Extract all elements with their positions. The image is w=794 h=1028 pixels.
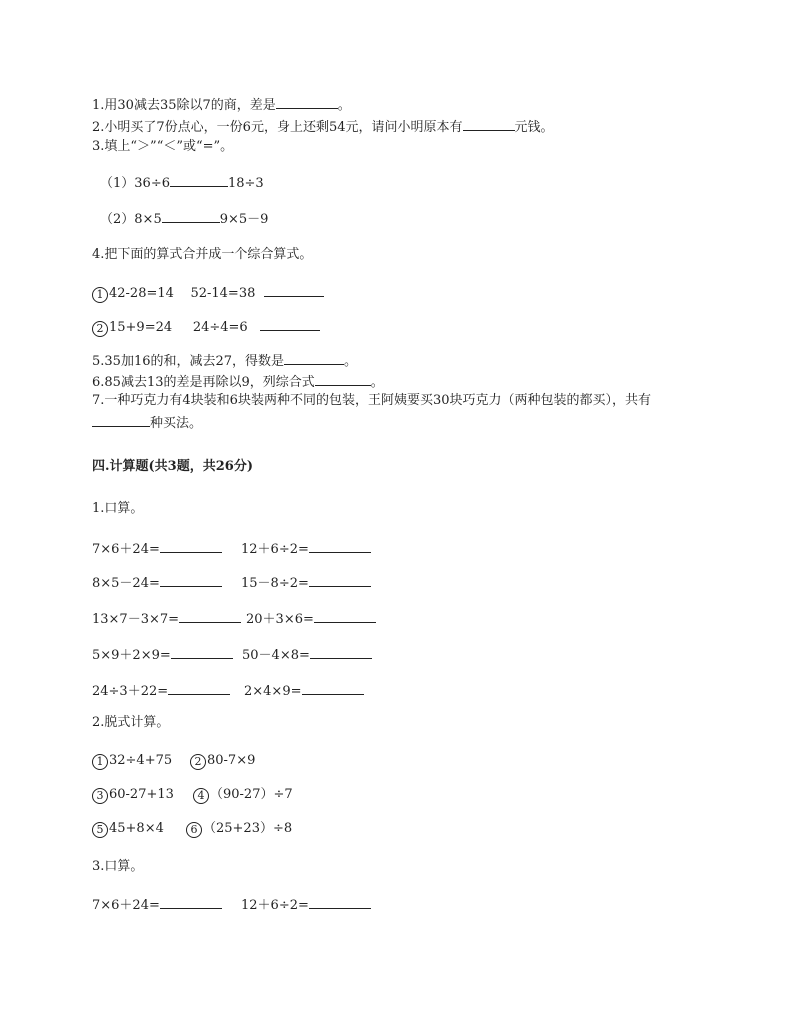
expression: 45+8×4: [109, 821, 164, 836]
answer-blank: [160, 572, 222, 587]
answer-blank: [463, 116, 515, 131]
answer-blank: [315, 371, 371, 386]
answer-blank: [160, 894, 222, 909]
expression: 7×6＋24=: [92, 542, 160, 557]
compare-left: 36÷6: [134, 176, 170, 191]
calc-row: [92, 894, 222, 915]
circled-number: 1: [92, 287, 108, 303]
sub-label: （1）: [100, 176, 135, 191]
step-calc-item: [92, 786, 174, 804]
answer-blank: [264, 282, 324, 297]
calc-row-right: [244, 680, 364, 701]
step-calc-item: [190, 752, 255, 770]
question-1: [92, 94, 351, 115]
calc-row: [92, 538, 222, 559]
answer-blank: [92, 412, 150, 427]
question-6-text: 6.85减去13的差是再除以9，列综合式: [92, 375, 315, 390]
expression: 20＋3×6=: [246, 612, 314, 627]
equation: 15+9=24: [109, 320, 173, 335]
calc-row-right: [242, 644, 372, 665]
calc-1-title: 1.口算。: [92, 501, 144, 516]
calc-row: [92, 608, 241, 629]
expression: 50－4×8=: [242, 648, 310, 663]
compare-right: 9×5－9: [219, 212, 269, 227]
equation: 42-28=14: [109, 286, 174, 301]
expression: 15－8÷2=: [241, 576, 309, 591]
circled-number: 6: [186, 822, 202, 838]
expression: 2×4×9=: [244, 684, 302, 699]
answer-blank: [276, 94, 338, 109]
question-3-sub-1: [100, 172, 264, 193]
equation: 24÷4=6: [192, 320, 248, 335]
answer-blank: [260, 316, 320, 331]
expression: （25+23）÷8: [203, 821, 293, 836]
question-4-text: 4.把下面的算式合并成一个综合算式。: [92, 247, 313, 262]
compare-blank: [170, 172, 228, 187]
question-2: [92, 116, 554, 137]
answer-blank: [314, 608, 376, 623]
question-6: [92, 371, 384, 392]
answer-blank: [160, 538, 222, 553]
calc-row-right: [241, 572, 371, 593]
equation: 52-14=38: [190, 286, 256, 301]
answer-blank: [310, 644, 372, 659]
expression: 60-27+13: [109, 787, 174, 802]
expression: （90-27）÷7: [210, 787, 293, 802]
expression: 13×7－3×7=: [92, 612, 180, 627]
calc-row-right: [241, 894, 371, 915]
step-calc-item: [193, 786, 293, 804]
sub-label: （2）: [100, 212, 135, 227]
expression: 8×5－24=: [92, 576, 160, 591]
question-7-text: 7.一种巧克力有4块装和6块装两种不同的包装，王阿姨要买30块巧克力（两种包装的都买），共有: [92, 393, 651, 408]
question-3-text: 3.填上“＞”“＜”或“=”。: [92, 139, 234, 154]
expression: 24÷3＋22=: [92, 684, 169, 699]
compare-blank: [162, 208, 220, 223]
circled-number: 5: [92, 822, 108, 838]
circled-number: 1: [92, 754, 108, 770]
calc-row: [92, 572, 222, 593]
step-calc-item: [92, 752, 172, 770]
step-calc-item: [92, 820, 164, 838]
answer-blank: [171, 644, 233, 659]
question-1-end: 。: [337, 98, 351, 113]
answer-blank: [302, 680, 364, 695]
answer-blank: [168, 680, 230, 695]
circled-number: 4: [193, 788, 209, 804]
question-5: [92, 350, 357, 371]
calc-2-title: 2.脱式计算。: [92, 715, 170, 730]
question-2-text: 2.小明买了7份点心，一份6元，身上还剩54元，请问小明原本有: [92, 120, 463, 135]
question-2-end: 元钱。: [514, 120, 554, 135]
circled-number: 2: [92, 321, 108, 337]
expression: 5×9＋2×9=: [92, 648, 171, 663]
compare-left: 8×5: [134, 212, 162, 227]
answer-blank: [309, 572, 371, 587]
expression: 80-7×9: [207, 753, 256, 768]
expression: 7×6＋24=: [92, 898, 160, 913]
question-3-sub-2: [100, 208, 268, 229]
question-5-end: 。: [344, 354, 358, 369]
answer-blank: [309, 894, 371, 909]
question-7-end: 种买法。: [150, 416, 203, 431]
calc-row-right: [241, 538, 371, 559]
question-6-end: 。: [370, 375, 384, 390]
circled-number: 3: [92, 788, 108, 804]
question-7: [92, 390, 704, 435]
expression: 12＋6÷2=: [241, 542, 309, 557]
step-calc-item: [186, 820, 292, 838]
calc-row: [92, 680, 230, 701]
calc-row: [92, 644, 233, 665]
compare-right: 18÷3: [228, 176, 264, 191]
question-4-row-1: [92, 282, 324, 303]
answer-blank: [309, 538, 371, 553]
expression: 12＋6÷2=: [241, 898, 309, 913]
circled-number: 2: [190, 754, 206, 770]
answer-blank: [179, 608, 241, 623]
question-1-text: 1.用30减去35除以7的商，差是: [92, 98, 276, 113]
question-5-text: 5.35加16的和，减去27，得数是: [92, 354, 285, 369]
question-4-row-2: [92, 316, 320, 337]
answer-blank: [284, 350, 344, 365]
calc-3-title: 3.口算。: [92, 859, 144, 874]
expression: 32÷4+75: [109, 753, 173, 768]
section-title: 四.计算题(共3题，共26分): [92, 459, 253, 474]
calc-row-right: [246, 608, 376, 629]
